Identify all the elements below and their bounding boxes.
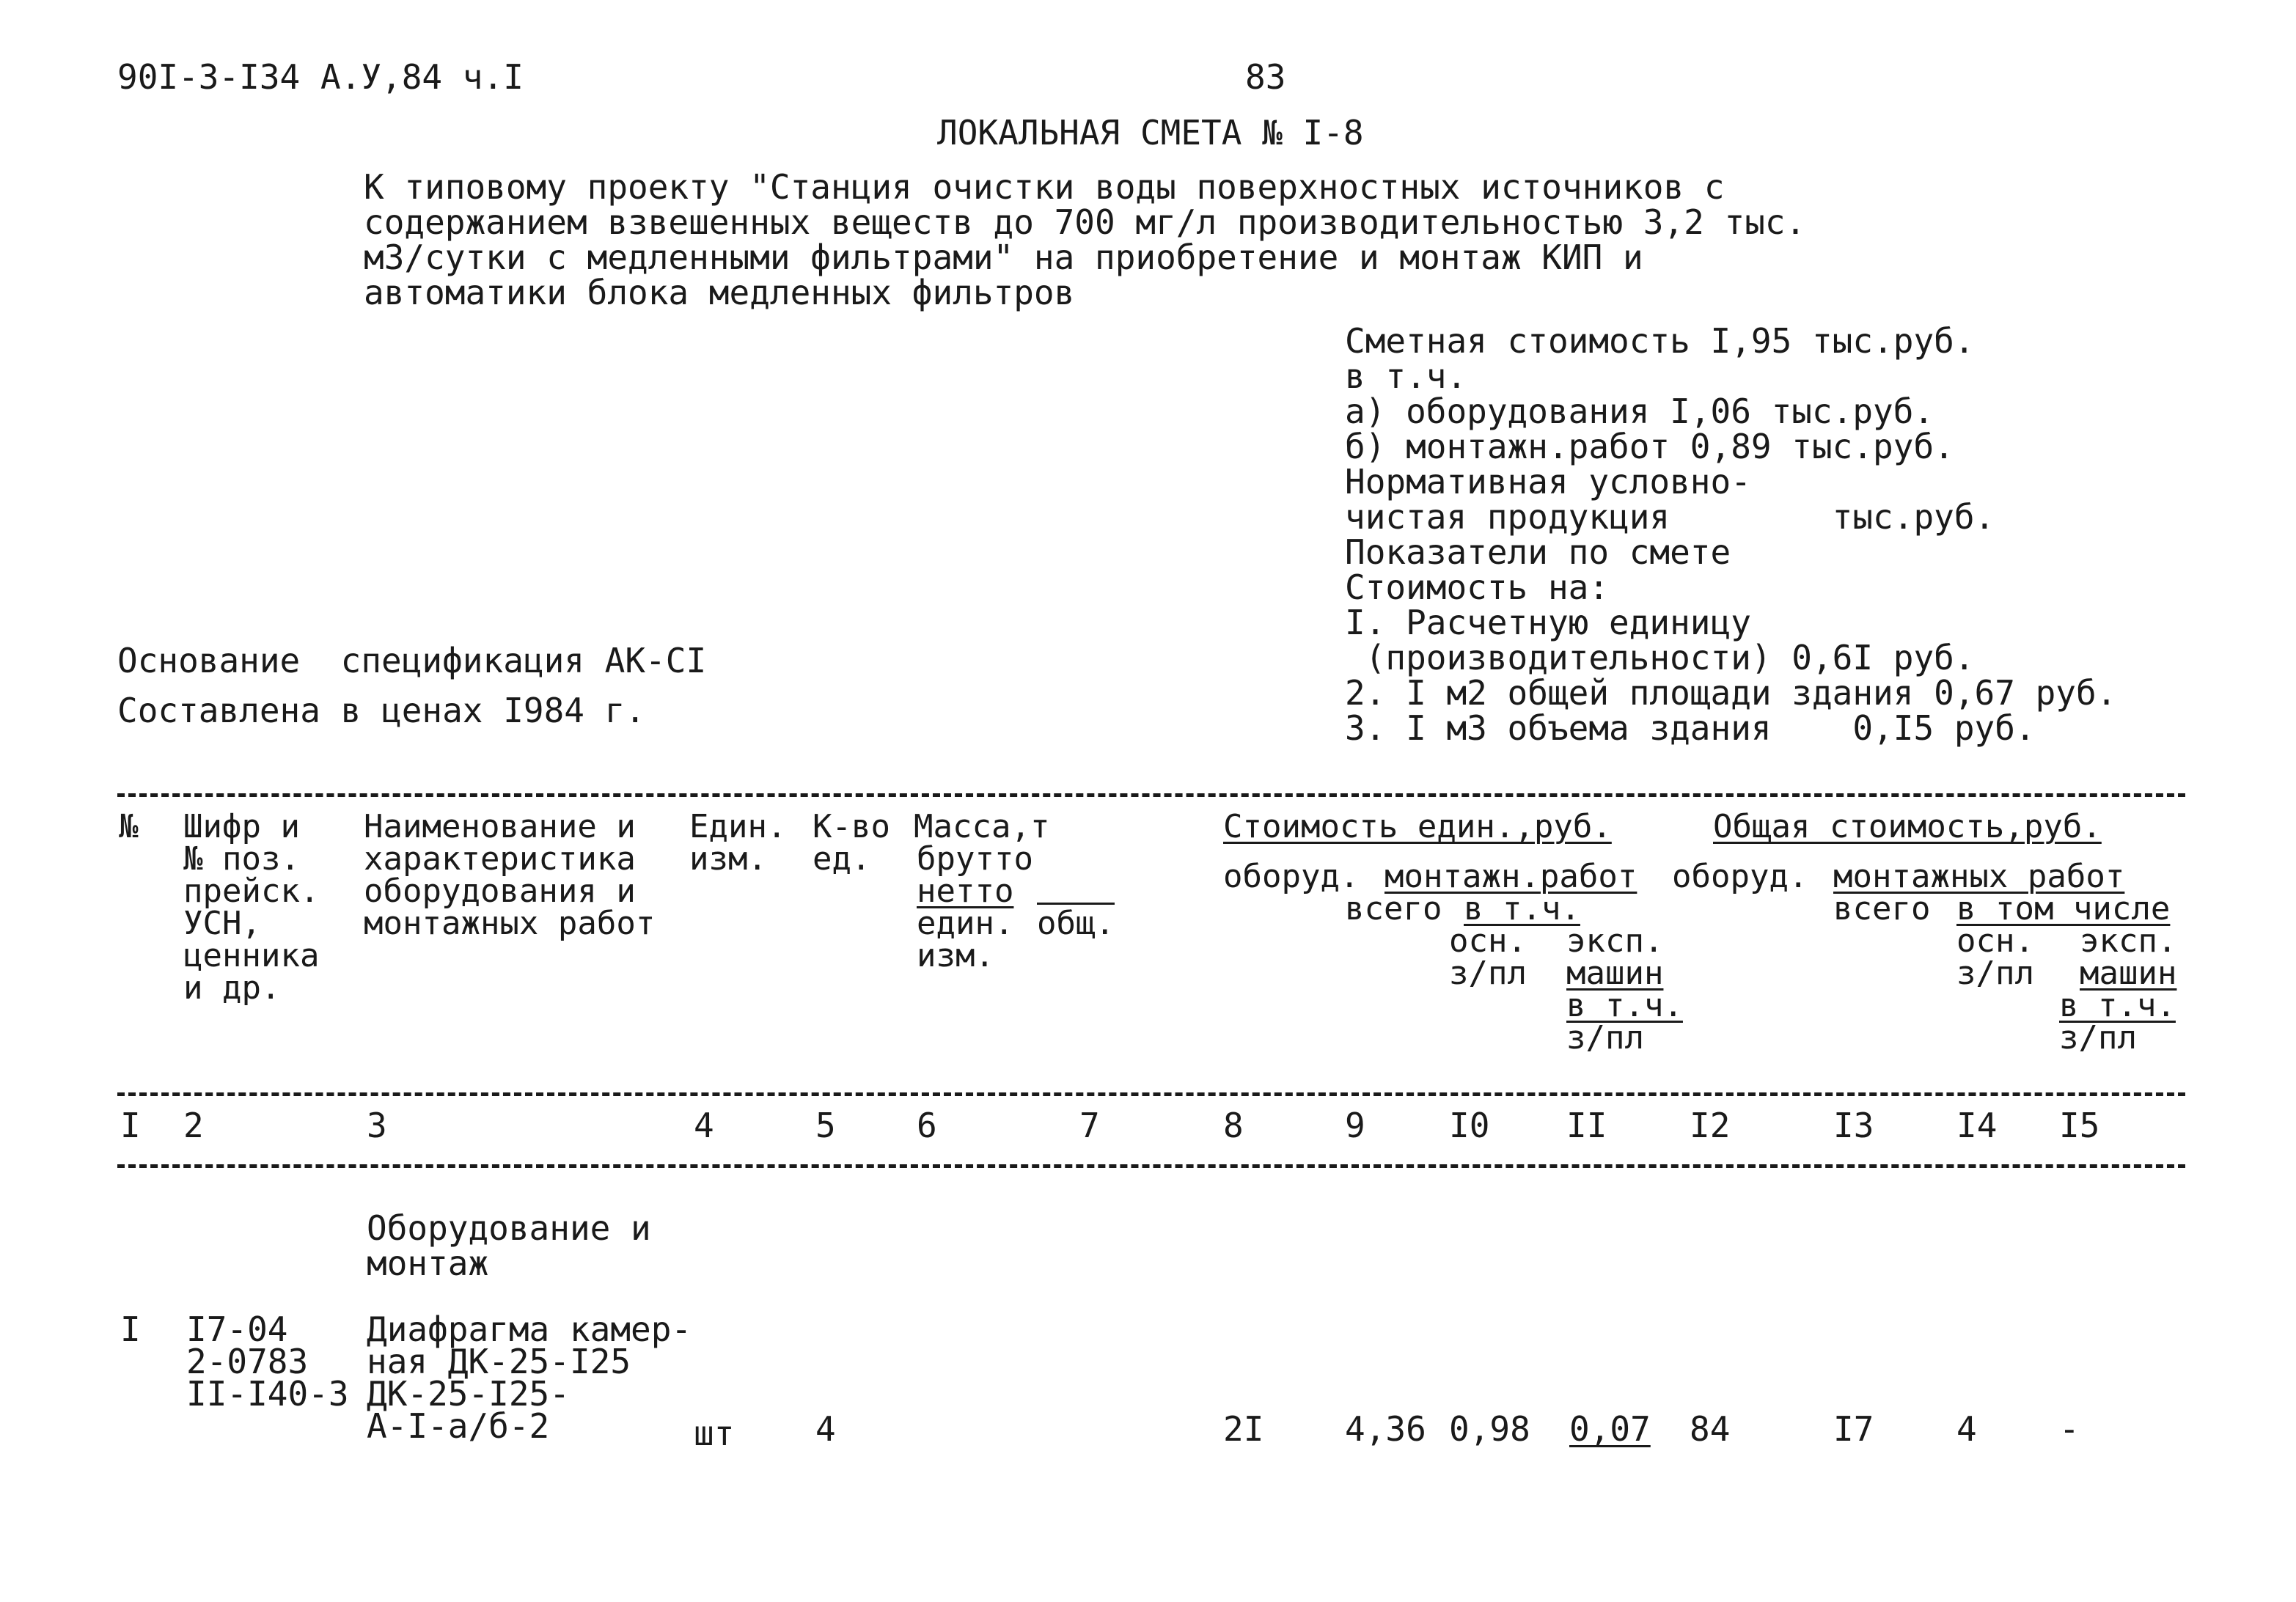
- col-mass-unit-header: един.: [917, 905, 1014, 942]
- column-number: I3: [1833, 1106, 1874, 1145]
- total-cost-mount-header: монтажных работ: [1833, 858, 2125, 895]
- total-cost-base-wage-header: з/пл: [1956, 955, 2034, 992]
- row-equip-total: 84: [1690, 1409, 1731, 1449]
- summary-line: Показатели по смете: [1345, 532, 1731, 572]
- col-mass-header: нетто: [917, 872, 1014, 910]
- row-name: Диафрагма камер-: [367, 1309, 692, 1349]
- column-number: I0: [1449, 1106, 1490, 1145]
- description-line: м3/сутки с медленными фильтрами" на приобретение и монтаж КИП и: [364, 238, 1643, 277]
- basis-specification: Основание спецификация АК-СI: [117, 641, 707, 680]
- summary-line: 2. I м2 общей площади здания 0,67 руб.: [1345, 673, 2117, 713]
- unit-cost-base-wage-header: осн.: [1449, 922, 1527, 960]
- unit-cost-base-wage-header: з/пл: [1449, 955, 1527, 992]
- column-number: 4: [694, 1106, 714, 1145]
- section-title: монтаж: [367, 1243, 489, 1283]
- row-base-wage: 0,98: [1449, 1409, 1530, 1449]
- col-qty-header: К-во: [813, 808, 890, 845]
- description-line: автоматики блока медленных фильтров: [364, 273, 1075, 312]
- summary-line: Нормативная условно-: [1345, 462, 1751, 501]
- unit-cost-equip-header: оборуд.: [1223, 858, 1360, 895]
- summary-line: чистая продукция тыс.руб.: [1345, 497, 1995, 537]
- summary-line: (производительности) 0,6I руб.: [1345, 638, 1975, 677]
- col-unit-header: изм.: [689, 840, 767, 878]
- col-name-header: оборудования и: [364, 872, 636, 910]
- unit-cost-machine-header: машин: [1566, 955, 1664, 992]
- col-mass-header: Масса,т: [914, 808, 1050, 845]
- column-number: 6: [917, 1106, 937, 1145]
- row-machine-total: -: [2059, 1409, 2080, 1449]
- total-cost-machine-header: в т.ч.: [2059, 987, 2176, 1024]
- row-code: 2-0783: [186, 1342, 309, 1381]
- col-unit-header: Един.: [689, 808, 787, 845]
- unit-cost-machine-header: эксп.: [1566, 922, 1664, 960]
- column-number: II: [1566, 1106, 1607, 1145]
- col-code-header: УСН,: [183, 905, 261, 942]
- unit-cost-total-header: всего: [1345, 890, 1442, 927]
- total-cost-incl-header: в том числе: [1956, 890, 2171, 927]
- column-number: I2: [1690, 1106, 1731, 1145]
- description-line: К типовому проекту "Станция очистки воды поверхностных источников с: [364, 167, 1725, 207]
- row-name: ная ДК-25-I25: [367, 1342, 631, 1381]
- summary-line: Сметная стоимость I,95 тыс.руб.: [1345, 321, 1975, 361]
- row-mount-total-sum: I7: [1833, 1409, 1874, 1449]
- unit-cost-machine-header: з/пл: [1566, 1019, 1644, 1057]
- row-code: I7-04: [186, 1309, 288, 1349]
- row-code: II-I40-3: [186, 1374, 349, 1414]
- column-numbers-top-rule: [117, 1092, 2185, 1096]
- column-number: I5: [2059, 1106, 2100, 1145]
- description-line: содержанием взвешенных веществ до 700 мг/л производительностью 3,2 тыс.: [364, 202, 1806, 242]
- row-equip-unit-cost: 2I: [1223, 1409, 1264, 1449]
- column-number: 9: [1345, 1106, 1365, 1145]
- section-title: Оборудование и: [367, 1208, 651, 1248]
- table-top-rule: [117, 793, 2185, 797]
- row-name: А-I-а/б-2: [367, 1406, 550, 1446]
- summary-line: 3. I м3 объема здания 0,I5 руб.: [1345, 708, 2036, 748]
- col-name-header: Наименование и: [364, 808, 636, 845]
- row-machine-cost: 0,07: [1569, 1409, 1651, 1449]
- col-number-header: №: [119, 808, 139, 845]
- column-number: 8: [1223, 1106, 1244, 1145]
- unit-cost-machine-header: в т.ч.: [1566, 987, 1683, 1024]
- unit-cost-incl-header: в т.ч.: [1464, 890, 1580, 927]
- col-name-header: монтажных работ: [364, 905, 656, 942]
- col-name-header: характеристика: [364, 840, 636, 878]
- column-number: I4: [1956, 1106, 1998, 1145]
- summary-line: I. Расчетную единицу: [1345, 603, 1751, 642]
- basis-prices: Составлена в ценах I984 г.: [117, 691, 646, 730]
- column-numbers-bottom-rule: [117, 1164, 2185, 1168]
- row-number: I: [120, 1309, 141, 1349]
- col-code-header: и др.: [183, 969, 281, 1007]
- row-base-wage-total: 4: [1956, 1409, 1977, 1449]
- column-number: 3: [367, 1106, 387, 1145]
- total-cost-machine-header: з/пл: [2059, 1019, 2137, 1057]
- total-cost-machine-header: эксп.: [2080, 922, 2177, 960]
- unit-cost-mount-header: монтажн.работ: [1384, 858, 1637, 895]
- total-cost-header: Общая стоимость,руб.: [1713, 808, 2102, 845]
- col-code-header: ценника: [183, 937, 320, 974]
- total-cost-base-wage-header: осн.: [1956, 922, 2034, 960]
- column-number: 2: [183, 1106, 204, 1145]
- col-code-header: Шифр и: [183, 808, 300, 845]
- col-mass-total-header: общ.: [1037, 905, 1115, 942]
- row-name: ДК-25-I25-: [367, 1374, 570, 1414]
- page-number: 83: [1245, 57, 1286, 97]
- summary-line: Стоимость на:: [1345, 567, 1610, 607]
- document-code: 90I-3-I34 А.У,84 ч.I: [117, 57, 524, 97]
- summary-line: б) монтажн.работ 0,89 тыс.руб.: [1345, 427, 1954, 466]
- column-number: 7: [1079, 1106, 1100, 1145]
- total-cost-equip-header: оборуд.: [1672, 858, 1808, 895]
- summary-line: в т.ч.: [1345, 356, 1467, 396]
- unit-cost-header: Стоимость един.,руб.: [1223, 808, 1612, 845]
- total-cost-machine-header: машин: [2080, 955, 2177, 992]
- column-number: 5: [815, 1106, 836, 1145]
- column-number: I: [120, 1106, 141, 1145]
- summary-line: а) оборудования I,06 тыс.руб.: [1345, 392, 1934, 431]
- total-cost-total-header: всего: [1833, 890, 1931, 927]
- page-title: ЛОКАЛЬНАЯ СМЕТА № I-8: [937, 113, 1364, 153]
- row-qty: 4: [815, 1409, 836, 1449]
- col-qty-header: ед.: [813, 840, 871, 878]
- col-code-header: № поз.: [183, 840, 300, 878]
- col-mass-unit-header: изм.: [917, 937, 994, 974]
- row-mount-total-cost: 4,36: [1345, 1409, 1426, 1449]
- col-mass-header: брутто: [917, 840, 1033, 878]
- row-unit: шт: [694, 1414, 735, 1453]
- col-code-header: прейск.: [183, 872, 320, 910]
